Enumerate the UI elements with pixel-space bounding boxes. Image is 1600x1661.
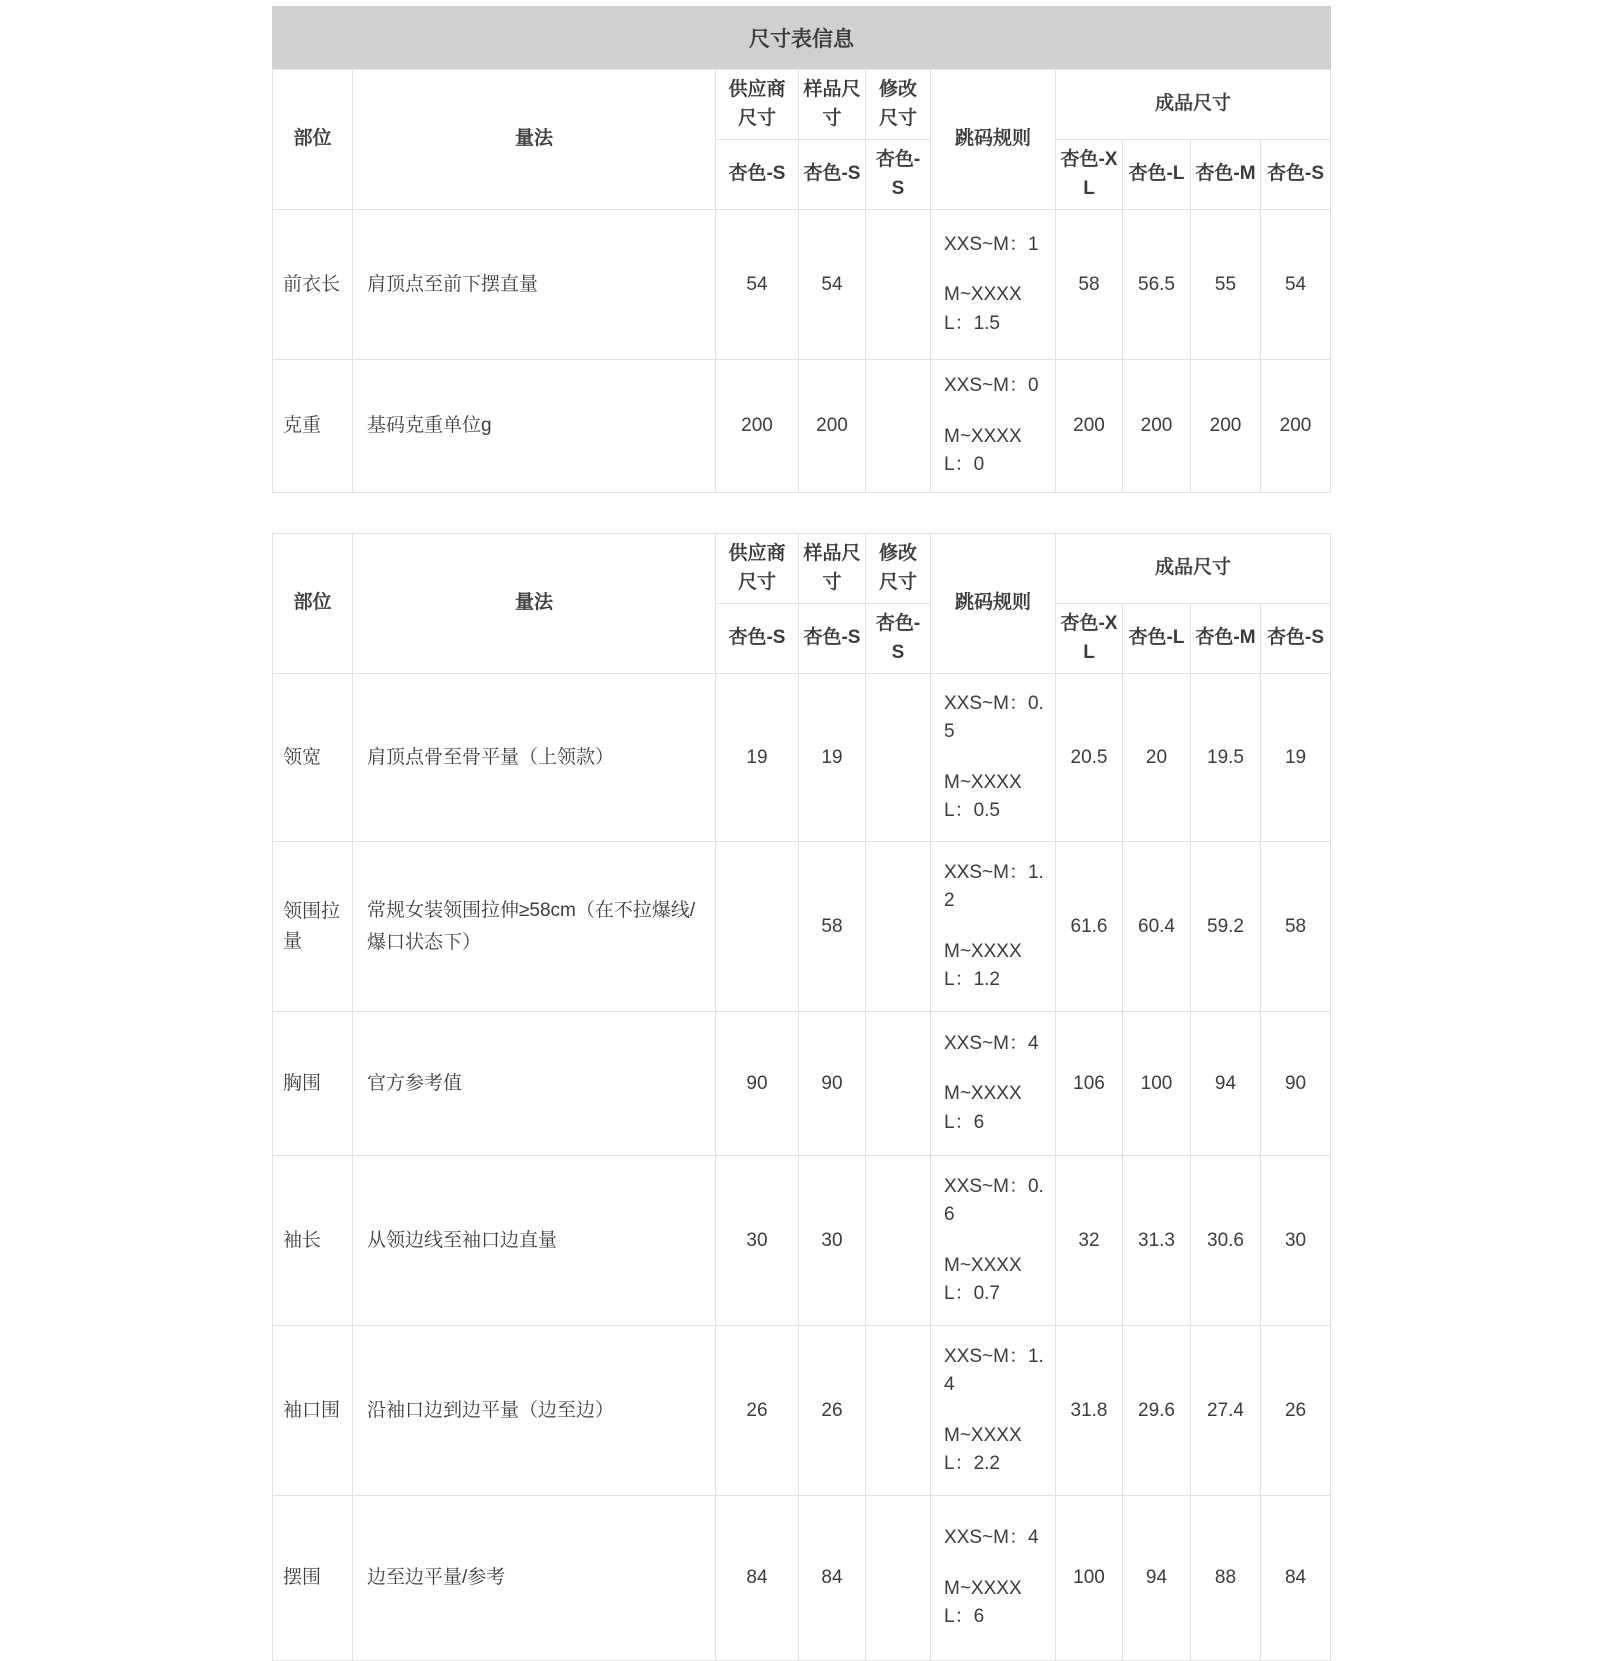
cell-part: 前衣长 <box>273 210 353 360</box>
cell-grading-rule <box>931 1496 1056 1661</box>
cell-supplier-size: 26 <box>716 1326 799 1496</box>
cell-method: 边至边平量/参考 <box>353 1496 716 1661</box>
cell-finished-s: 200 <box>1261 360 1331 493</box>
cell-finished-s: 54 <box>1261 210 1331 360</box>
cell-grading-rule <box>931 1326 1056 1496</box>
cell-grading-rule <box>931 674 1056 842</box>
cell-sample-size: 90 <box>799 1012 866 1156</box>
grading-rule-line-1: XXS~M：0.6 <box>944 1175 1044 1225</box>
cell-grading-rule <box>931 1156 1056 1326</box>
header-sample-size: 样品尺寸 <box>799 534 866 604</box>
cell-supplier-size: 90 <box>716 1012 799 1156</box>
cell-part: 摆围 <box>273 1496 353 1661</box>
cell-method: 官方参考值 <box>353 1012 716 1156</box>
page-title: 尺寸表信息 <box>273 7 1331 70</box>
cell-sample-size: 19 <box>799 674 866 842</box>
cell-method: 肩顶点骨至骨平量（上领款） <box>353 674 716 842</box>
cell-method: 常规女装领围拉伸≥58cm（在不拉爆线/爆口状态下） <box>353 842 716 1012</box>
table-row <box>273 674 1331 842</box>
cell-part: 克重 <box>273 360 353 493</box>
grading-rule-line-1: XXS~M：4 <box>944 1032 1039 1054</box>
grading-rule-line-1: XXS~M：0.5 <box>944 692 1044 742</box>
grading-rule-line-1: XXS~M：1.4 <box>944 1345 1044 1395</box>
cell-supplier-size: 19 <box>716 674 799 842</box>
cell-sample-size: 54 <box>799 210 866 360</box>
cell-method: 基码克重单位g <box>353 360 716 493</box>
header-part: 部位 <box>273 70 353 210</box>
grading-rule-line-2: M~XXXXL：0.5 <box>944 771 1022 821</box>
cell-modified-size <box>866 1496 931 1661</box>
cell-finished-s: 30 <box>1261 1156 1331 1326</box>
cell-grading-rule <box>931 210 1056 360</box>
cell-modified-size <box>866 842 931 1012</box>
subheader-sample-variant: 杏色-S <box>799 140 866 210</box>
cell-finished-s: 58 <box>1261 842 1331 1012</box>
cell-modified-size <box>866 360 931 493</box>
cell-finished-xl: 200 <box>1056 360 1123 493</box>
cell-modified-size <box>866 1156 931 1326</box>
cell-method: 肩顶点至前下摆直量 <box>353 210 716 360</box>
cell-finished-l: 29.6 <box>1123 1326 1191 1496</box>
grading-rule-line-2: M~XXXXL：1.5 <box>944 284 1022 334</box>
cell-part: 领宽 <box>273 674 353 842</box>
table-row <box>273 1012 1331 1156</box>
cell-sample-size: 30 <box>799 1156 866 1326</box>
subheader-size-m: 杏色-M <box>1191 604 1261 674</box>
cell-part: 袖口围 <box>273 1326 353 1496</box>
cell-part: 袖长 <box>273 1156 353 1326</box>
subheader-size-xl: 杏色-XL <box>1056 604 1123 674</box>
grading-rule-line-2: M~XXXXL：1.2 <box>944 940 1022 990</box>
cell-finished-xl: 100 <box>1056 1496 1123 1661</box>
cell-finished-m: 55 <box>1191 210 1261 360</box>
cell-finished-xl: 20.5 <box>1056 674 1123 842</box>
subheader-size-m: 杏色-M <box>1191 140 1261 210</box>
header-finished-size: 成品尺寸 <box>1056 70 1331 140</box>
cell-sample-size: 58 <box>799 842 866 1012</box>
grading-rule-line-2: M~XXXXL：6 <box>944 1577 1022 1628</box>
header-supplier-size: 供应商尺寸 <box>716 70 799 140</box>
subheader-size-l: 杏色-L <box>1123 140 1191 210</box>
cell-part: 领围拉量 <box>273 842 353 1012</box>
cell-finished-m: 88 <box>1191 1496 1261 1661</box>
cell-finished-xl: 58 <box>1056 210 1123 360</box>
grading-rule-line-2: M~XXXXL：6 <box>944 1083 1022 1133</box>
header-supplier-size: 供应商尺寸 <box>716 534 799 604</box>
grading-rule-line-1: XXS~M：1.2 <box>944 861 1044 911</box>
cell-method: 从领边线至袖口边直量 <box>353 1156 716 1326</box>
cell-finished-l: 60.4 <box>1123 842 1191 1012</box>
subheader-size-s: 杏色-S <box>1261 604 1331 674</box>
cell-modified-size <box>866 1326 931 1496</box>
header-grading-rule: 跳码规则 <box>931 534 1056 674</box>
subheader-size-l: 杏色-L <box>1123 604 1191 674</box>
table-row <box>273 210 1331 360</box>
cell-grading-rule <box>931 842 1056 1012</box>
table-title-row <box>273 7 1331 70</box>
subheader-modified-variant: 杏色-S <box>866 140 931 210</box>
cell-modified-size <box>866 1012 931 1156</box>
cell-finished-l: 20 <box>1123 674 1191 842</box>
cell-finished-s: 19 <box>1261 674 1331 842</box>
header-sample-size: 样品尺寸 <box>799 70 866 140</box>
cell-supplier-size <box>716 842 799 1012</box>
cell-supplier-size: 54 <box>716 210 799 360</box>
header-finished-size: 成品尺寸 <box>1056 534 1331 604</box>
size-chart-page <box>272 6 1330 1661</box>
cell-finished-xl: 32 <box>1056 1156 1123 1326</box>
table-row <box>273 842 1331 1012</box>
size-chart-table-2 <box>272 533 1331 1661</box>
subheader-size-s: 杏色-S <box>1261 140 1331 210</box>
cell-finished-s: 26 <box>1261 1326 1331 1496</box>
cell-method: 沿袖口边到边平量（边至边） <box>353 1326 716 1496</box>
cell-finished-l: 100 <box>1123 1012 1191 1156</box>
cell-finished-xl: 31.8 <box>1056 1326 1123 1496</box>
cell-modified-size <box>866 674 931 842</box>
header-row <box>273 70 1331 140</box>
size-chart-table-1 <box>272 6 1331 493</box>
cell-finished-l: 31.3 <box>1123 1156 1191 1326</box>
cell-finished-l: 56.5 <box>1123 210 1191 360</box>
header-grading-rule: 跳码规则 <box>931 70 1056 210</box>
cell-sample-size: 200 <box>799 360 866 493</box>
cell-modified-size <box>866 210 931 360</box>
grading-rule-line-2: M~XXXXL：0 <box>944 425 1022 476</box>
grading-rule-line-2: M~XXXXL：0.7 <box>944 1254 1022 1304</box>
cell-finished-m: 59.2 <box>1191 842 1261 1012</box>
subheader-sample-variant: 杏色-S <box>799 604 866 674</box>
cell-finished-xl: 61.6 <box>1056 842 1123 1012</box>
cell-grading-rule <box>931 1012 1056 1156</box>
cell-finished-s: 84 <box>1261 1496 1331 1661</box>
grading-rule-line-1: XXS~M：4 <box>944 1527 1039 1549</box>
grading-rule-line-2: M~XXXXL：2.2 <box>944 1424 1022 1474</box>
cell-finished-m: 94 <box>1191 1012 1261 1156</box>
cell-finished-l: 94 <box>1123 1496 1191 1661</box>
header-row <box>273 534 1331 604</box>
subheader-modified-variant: 杏色-S <box>866 604 931 674</box>
table-row <box>273 1326 1331 1496</box>
cell-grading-rule <box>931 360 1056 493</box>
cell-finished-l: 200 <box>1123 360 1191 493</box>
header-method: 量法 <box>353 70 716 210</box>
cell-finished-xl: 106 <box>1056 1012 1123 1156</box>
table-row <box>273 1156 1331 1326</box>
cell-finished-m: 19.5 <box>1191 674 1261 842</box>
grading-rule-line-1: XXS~M：1 <box>944 233 1039 255</box>
cell-finished-m: 200 <box>1191 360 1261 493</box>
header-modified-size: 修改尺寸 <box>866 534 931 604</box>
cell-part: 胸围 <box>273 1012 353 1156</box>
cell-finished-m: 30.6 <box>1191 1156 1261 1326</box>
cell-sample-size: 26 <box>799 1326 866 1496</box>
grading-rule-line-1: XXS~M：0 <box>944 375 1039 397</box>
cell-sample-size: 84 <box>799 1496 866 1661</box>
subheader-size-xl: 杏色-XL <box>1056 140 1123 210</box>
subheader-supplier-variant: 杏色-S <box>716 140 799 210</box>
cell-finished-s: 90 <box>1261 1012 1331 1156</box>
table-row <box>273 1496 1331 1661</box>
header-modified-size: 修改尺寸 <box>866 70 931 140</box>
header-method: 量法 <box>353 534 716 674</box>
cell-supplier-size: 200 <box>716 360 799 493</box>
header-part: 部位 <box>273 534 353 674</box>
cell-supplier-size: 30 <box>716 1156 799 1326</box>
cell-supplier-size: 84 <box>716 1496 799 1661</box>
subheader-supplier-variant: 杏色-S <box>716 604 799 674</box>
table-row <box>273 360 1331 493</box>
cell-finished-m: 27.4 <box>1191 1326 1261 1496</box>
